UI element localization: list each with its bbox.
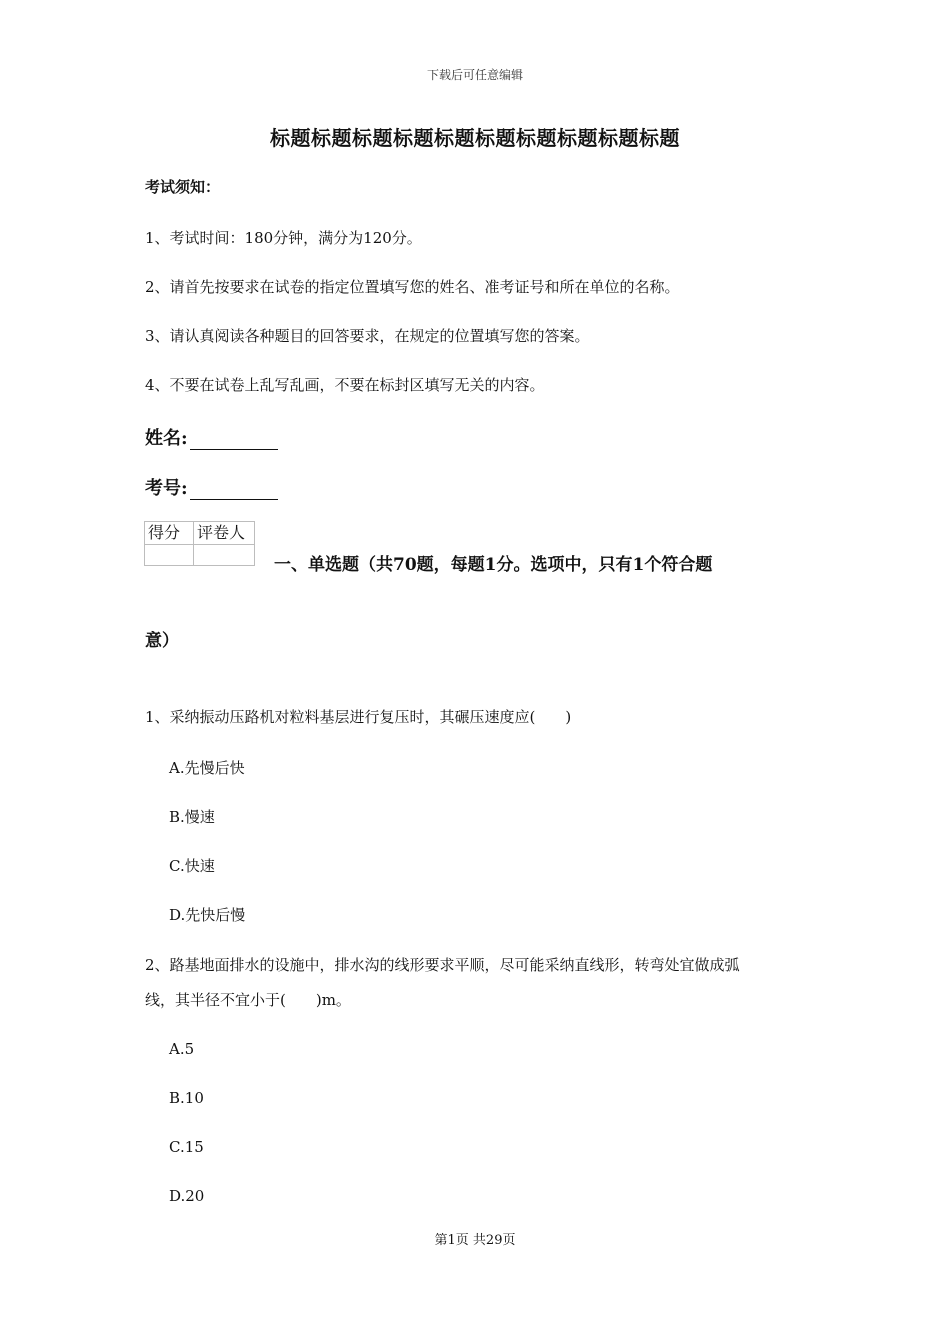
document-title: 标题标题标题标题标题标题标题标题标题标题: [270, 126, 680, 150]
question-option: D.先快后慢: [169, 906, 246, 924]
question-option: A.5: [169, 1040, 195, 1058]
question-option: D.20: [169, 1187, 205, 1205]
score-cell: [145, 545, 194, 566]
notice-item: 2、请首先按要求在试卷的指定位置填写您的姓名、准考证号和所在单位的名称。: [145, 278, 680, 296]
exam-number-blank-line[interactable]: [190, 481, 278, 500]
grader-header: 评卷人: [194, 522, 255, 545]
page-footer: 第1页 共29页: [434, 1233, 516, 1248]
section-title-continued: 意）: [145, 631, 179, 651]
score-table: [144, 521, 255, 566]
exam-number-field: [145, 474, 278, 500]
section-title: 一、单选题（共70题，每题1分。选项中，只有1个符合题: [274, 555, 713, 575]
score-header: 得分: [145, 522, 194, 545]
exam-number-label: 考号:: [145, 478, 188, 499]
header-note: 下载后可任意编辑: [426, 68, 523, 82]
question-stem: 线，其半径不宜小于( )m。: [145, 991, 351, 1009]
notice-item: 3、请认真阅读各种题目的回答要求，在规定的位置填写您的答案。: [145, 327, 590, 345]
question-option: C.15: [169, 1138, 204, 1156]
question-option: B.10: [169, 1089, 204, 1107]
question-stem: 1、采纳振动压路机对粒料基层进行复压时，其碾压速度应( ): [145, 708, 572, 726]
notice-item: 4、不要在试卷上乱写乱画，不要在标封区填写无关的内容。: [145, 376, 545, 394]
name-label: 姓名:: [145, 428, 188, 449]
question-option: A.先慢后快: [169, 759, 245, 777]
notice-item: 1、考试时间：180分钟，满分为120分。: [145, 229, 422, 247]
grader-cell: [194, 545, 255, 566]
notice-heading: 考试须知：: [145, 178, 221, 196]
question-option: C.快速: [169, 857, 215, 875]
name-field: [145, 424, 278, 450]
question-option: B.慢速: [169, 808, 215, 826]
name-blank-line[interactable]: [190, 431, 278, 450]
question-stem: 2、路基地面排水的设施中，排水沟的线形要求平顺，尽可能采纳直线形，转弯处宜做成弧: [145, 956, 740, 974]
